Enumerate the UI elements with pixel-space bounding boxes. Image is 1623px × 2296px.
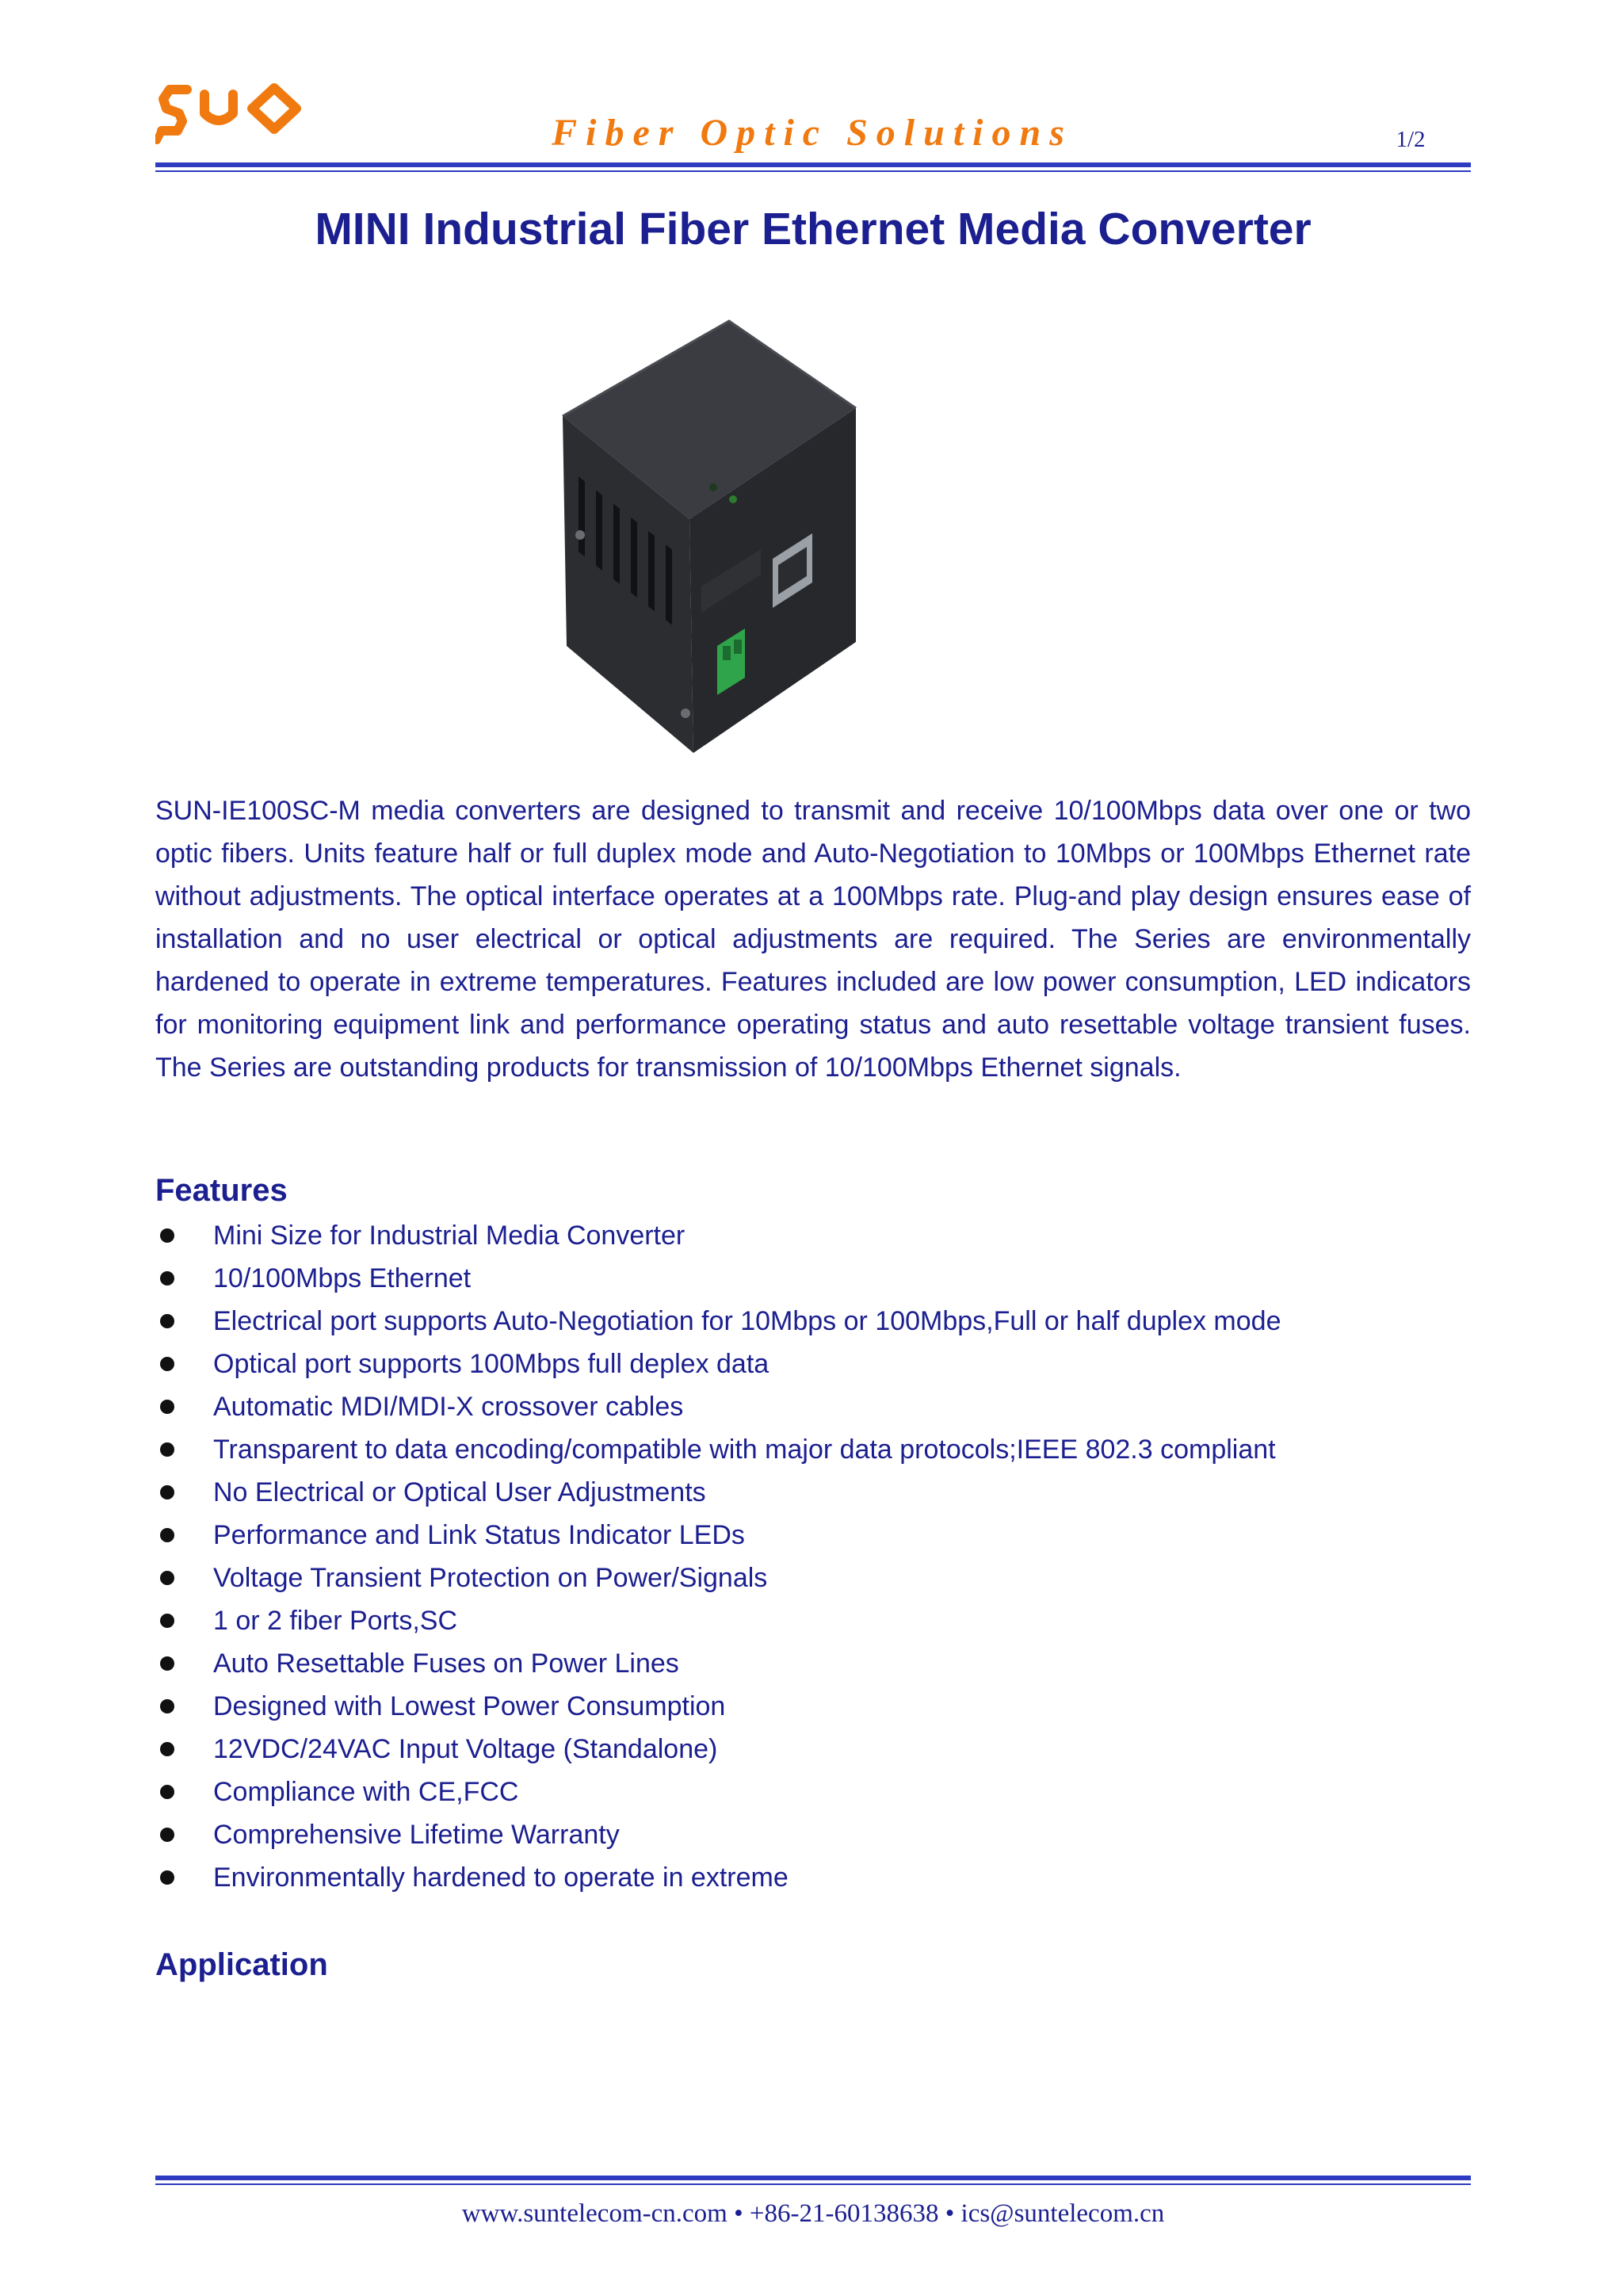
media-converter-device-icon (547, 313, 1078, 757)
feature-text: Electrical port supports Auto-Negotiation for 10Mbps or 100Mbps,Full or half duplex mode (213, 1306, 1281, 1336)
bullet-icon (160, 1870, 174, 1885)
feature-text: Transparent to data encoding/compatible with major data protocols;IEEE 802.3 compliant (213, 1435, 1276, 1465)
bullet-icon (160, 1271, 174, 1286)
feature-text: 1 or 2 fiber Ports,SC (213, 1606, 458, 1636)
feature-text: 12VDC/24VAC Input Voltage (Standalone) (213, 1734, 718, 1764)
footer-contact: www.suntelecom-cn.com • +86-21-60138638 • ics@suntelecom.cn (461, 2199, 1165, 2228)
feature-text: Performance and Link Status Indicator LEDs (213, 1520, 745, 1550)
bullet-icon (160, 1571, 174, 1585)
feature-item (155, 1257, 1471, 1300)
feature-text: Automatic MDI/MDI-X crossover cables (213, 1392, 684, 1422)
feature-item (155, 1813, 1471, 1856)
feature-item (155, 1728, 1471, 1771)
feature-text: Environmentally hardened to operate in extreme (213, 1862, 789, 1893)
features-heading: Features (155, 1173, 288, 1208)
header-divider-thin (155, 170, 1471, 172)
bullet-icon (160, 1228, 174, 1243)
feature-item (155, 1300, 1471, 1343)
page-title: MINI Industrial Fiber Ethernet Media Converter (315, 204, 1312, 254)
feature-text: Compliance with CE,FCC (213, 1777, 519, 1807)
feature-item (155, 1599, 1471, 1642)
feature-item (155, 1428, 1471, 1471)
header-tagline: Fiber Optic Solutions (552, 112, 1073, 154)
bullet-icon (160, 1528, 174, 1542)
application-heading: Application (155, 1947, 328, 1982)
bullet-icon (160, 1314, 174, 1328)
bullet-icon (160, 1742, 174, 1756)
feature-text: 10/100Mbps Ethernet (213, 1263, 472, 1293)
feature-item (155, 1856, 1471, 1899)
feature-text: Voltage Transient Protection on Power/Signals (213, 1563, 768, 1593)
feature-item (155, 1214, 1471, 1257)
feature-item (155, 1514, 1471, 1557)
bullet-icon (160, 1357, 174, 1371)
bullet-icon (160, 1785, 174, 1799)
header-divider (155, 162, 1471, 167)
footer-divider-thin (155, 2183, 1471, 2185)
feature-item (155, 1642, 1471, 1685)
feature-item (155, 1471, 1471, 1514)
feature-item (155, 1771, 1471, 1813)
feature-text: Comprehensive Lifetime Warranty (213, 1820, 620, 1850)
feature-text: Auto Resettable Fuses on Power Lines (213, 1648, 679, 1679)
company-logo-icon (155, 75, 314, 151)
bullet-icon (160, 1485, 174, 1499)
product-description: SUN-IE100SC-M media converters are designed to transmit and receive 10/100Mbps data over one or two optic fibers. Units feature half or full duplex mode and Auto-Negotiation to 10Mbps or 100Mbps Ethernet rate without adjustments. The optical interface operates at a 100Mbps rate. Plug-and play design ensures ease of installation and no user electrical or optical adjustments are required. The Series are environmentally hardened to operate in extreme temperatures. Features included are low power consumption, LED indicators for monitoring equipment link and performance operating status and auto resettable voltage transient fuses. The Series are outstanding products for transmission of 10/100Mbps Ethernet signals. (155, 796, 1471, 1083)
feature-item (155, 1343, 1471, 1385)
feature-item (155, 1557, 1471, 1599)
feature-text: Mini Size for Industrial Media Converter (213, 1221, 685, 1251)
features-list (155, 1214, 1471, 1899)
feature-item (155, 1385, 1471, 1428)
bullet-icon (160, 1828, 174, 1842)
footer-divider (155, 2176, 1471, 2180)
feature-text: Designed with Lowest Power Consumption (213, 1691, 726, 1721)
feature-item (155, 1685, 1471, 1728)
bullet-icon (160, 1656, 174, 1671)
page-number: 1/2 (1396, 127, 1426, 152)
feature-text: No Electrical or Optical User Adjustments (213, 1477, 706, 1507)
bullet-icon (160, 1442, 174, 1457)
bullet-icon (160, 1614, 174, 1628)
bullet-icon (160, 1699, 174, 1713)
bullet-icon (160, 1400, 174, 1414)
feature-text: Optical port supports 100Mbps full deplex data (213, 1349, 769, 1379)
